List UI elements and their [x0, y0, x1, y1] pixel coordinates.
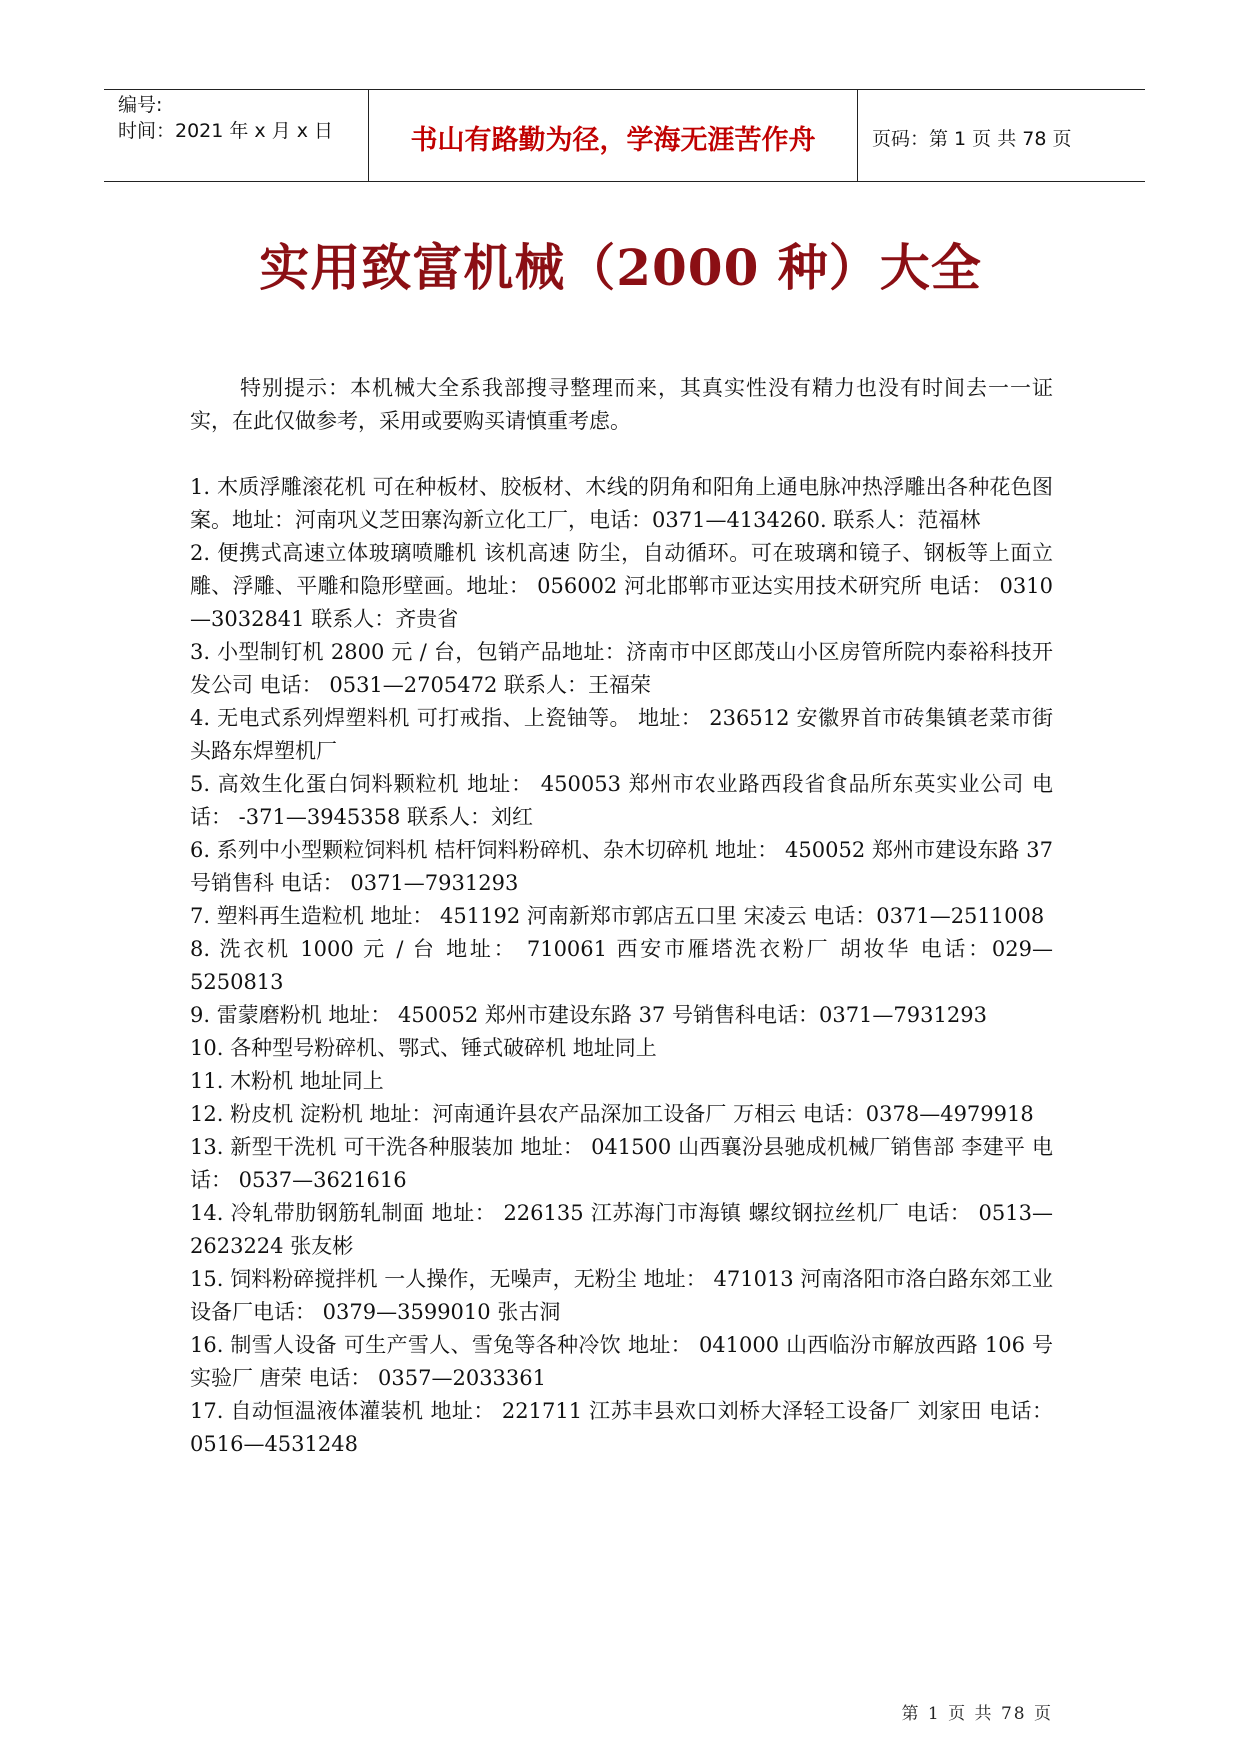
list-item: 14. 冷轧带肋钢筋轧制面 地址： 226135 江苏海门市海镇 螺纹钢拉丝机厂 电话： 0513—2623224 张友彬 [190, 1201, 1053, 1258]
document-title: 实用致富机械（2000 种）大全 [259, 238, 982, 297]
list-item: 12. 粉皮机 淀粉机 地址：河南通许县农产品深加工设备厂 万相云 电话：0378—4979918 [190, 1102, 1034, 1126]
time-label: 时间：2021 年 x 月 x 日 [118, 120, 334, 142]
list-item: 13. 新型干洗机 可干洗各种服装加 地址： 041500 山西襄汾县驰成机械厂销售部 李建平 电话： 0537—3621616 [190, 1135, 1053, 1192]
header-meta [104, 90, 368, 181]
list-item: 11. 木粉机 地址同上 [190, 1069, 384, 1093]
list-item: 1. 木质浮雕滚花机 可在种板材、胶板材、木线的阴角和阳角上通电脉冲热浮雕出各种花色图案。地址：河南巩义芝田寨沟新立化工厂，电话：0371—4134260. 联系人：范福林 [190, 475, 1053, 532]
serial-label: 编号: [118, 94, 163, 116]
list-item: 17. 自动恒温液体灌装机 地址： 221711 江苏丰县欢口刘桥大泽轻工设备厂 刘家田 电话： 0516—4531248 [190, 1399, 1053, 1456]
page-footer: 第 1 页 共 78 页 [901, 1704, 1053, 1724]
header-page-code: 页码：第 1 页 共 78 页 [872, 128, 1072, 150]
header-motto: 书山有路勤为径，学海无涯苦作舟 [368, 90, 858, 181]
list-item: 10. 各种型号粉碎机、鄂式、锤式破碎机 地址同上 [190, 1036, 657, 1060]
list-item: 8. 洗衣机 1000 元 / 台 地址： 710061 西安市雁塔洗衣粉厂 胡妆华 电话：029—5250813 [190, 937, 1053, 994]
list-item: 16. 制雪人设备 可生产雪人、雪兔等各种冷饮 地址： 041000 山西临汾市解放西路 106 号实验厂 唐荣 电话： 0357—2033361 [190, 1333, 1053, 1390]
list-item: 3. 小型制钉机 2800 元 / 台，包销产品地址：济南市中区郎茂山小区房管所院内泰裕科技开发公司 电话： 0531—2705472 联系人：王福荣 [190, 640, 1053, 697]
list-item: 15. 饲料粉碎搅拌机 一人操作，无噪声，无粉尘 地址： 471013 河南洛阳市洛白路东郊工业设备厂电话： 0379—3599010 张古洞 [190, 1267, 1053, 1324]
intro-paragraph: 特别提示：本机械大全系我部搜寻整理而来，其真实性没有精力也没有时间去一一证实，在此仅做参考，采用或要购买请慎重考虑。 [190, 376, 1053, 433]
list-item: 5. 高效生化蛋白饲料颗粒机 地址： 450053 郑州市农业路西段省食品所东英实业公司 电话： -371—3945358 联系人：刘红 [190, 772, 1053, 829]
list-item: 2. 便携式高速立体玻璃喷雕机 该机高速 防尘，自动循环。可在玻璃和镜子、钢板等上面立雕、浮雕、平雕和隐形壁画。地址： 056002 河北邯郸市亚达实用技术研究所 电话： 0310—3032841 联系人：齐贵省 [190, 541, 1053, 631]
list-item: 9. 雷蒙磨粉机 地址： 450052 郑州市建设东路 37 号销售科电话：0371—7931293 [190, 1003, 987, 1027]
list-item: 4. 无电式系列焊塑料机 可打戒指、上瓷铀等。 地址： 236512 安徽界首市砖集镇老菜市街头路东焊塑机厂 [190, 706, 1053, 763]
document-header [104, 89, 1145, 182]
list-item: 6. 系列中小型颗粒饲料机 桔杆饲料粉碎机、杂木切碎机 地址： 450052 郑州市建设东路 37 号销售科 电话： 0371—7931293 [190, 838, 1053, 895]
list-item: 7. 塑料再生造粒机 地址： 451192 河南新郑市郭店五口里 宋凌云 电话：0371—2511008 [190, 904, 1045, 928]
document-body [190, 372, 1053, 1461]
